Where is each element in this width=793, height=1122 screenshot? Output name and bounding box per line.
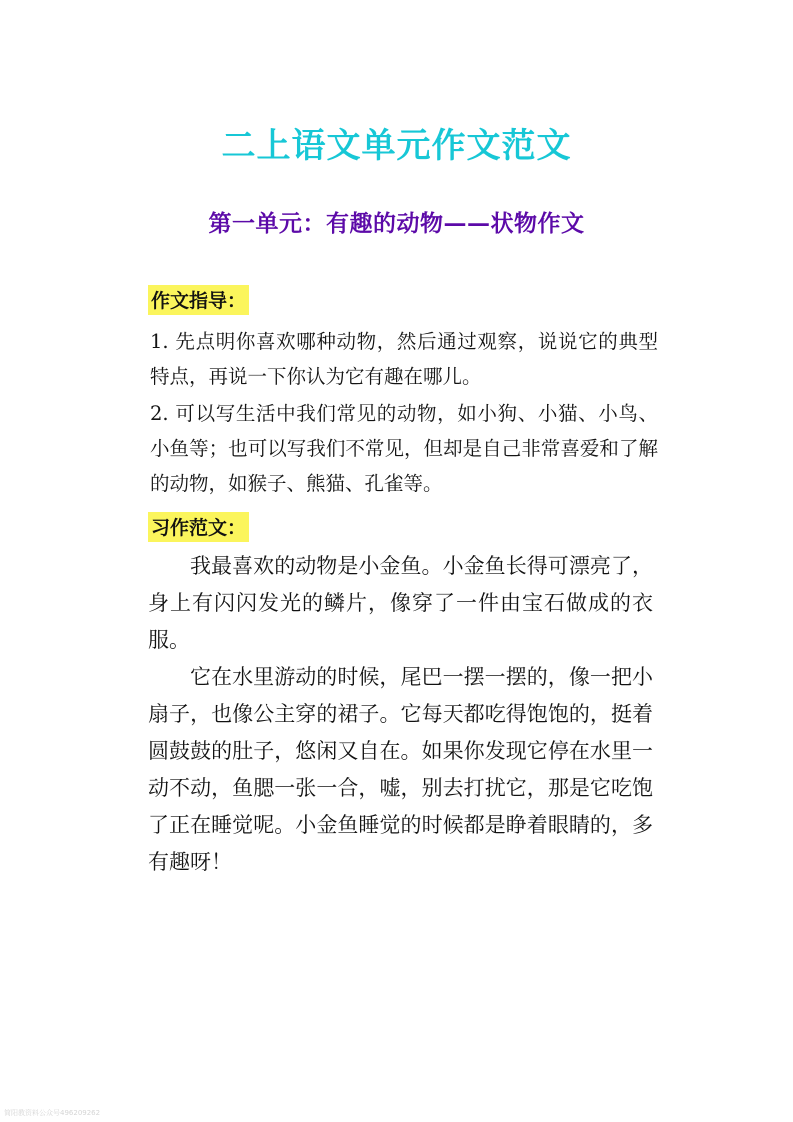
unit-heading: 第一单元：有趣的动物——状物作文 (208, 210, 585, 237)
essay-paragraph: 我最喜欢的动物是小金鱼。小金鱼长得可漂亮了，身上有闪闪发光的鳞片，像穿了一件由宝石做成的衣服。 (148, 554, 653, 652)
writing-guide-item-2: 2. 可以写生活中我们常见的动物，如小狗、小猫、小鸟、小鱼等；也可以写我们不常见，但却是自己非常喜爱和了解的动物，如猴子、熊猫、孔雀等。 (150, 402, 658, 495)
writing-guide-item-1: 1. 先点明你喜欢哪种动物，然后通过观察，说说它的典型特点，再说一下你认为它有趣在哪儿。 (150, 330, 658, 388)
sample-essay-body (148, 548, 653, 881)
sample-essay-label: 习作范文： (148, 512, 249, 542)
page-title: 二上语文单元作文范文 (221, 126, 572, 166)
essay-paragraph: 它在水里游动的时候，尾巴一摆一摆的，像一把小扇子，也像公主穿的裙子。它每天都吃得饱饱的，挺着圆鼓鼓的肚子，悠闲又自在。如果你发现它停在水里一动不动，鱼腮一张一合，嘘，别去打扰它，那是它吃饱了正在睡觉呢。小金鱼睡觉的时候都是睁着眼睛的，多有趣呀！ (148, 665, 653, 874)
watermark-text: 简阳教资料公众号496209262 (4, 1109, 101, 1117)
writing-guide-label: 作文指导： (148, 285, 249, 315)
